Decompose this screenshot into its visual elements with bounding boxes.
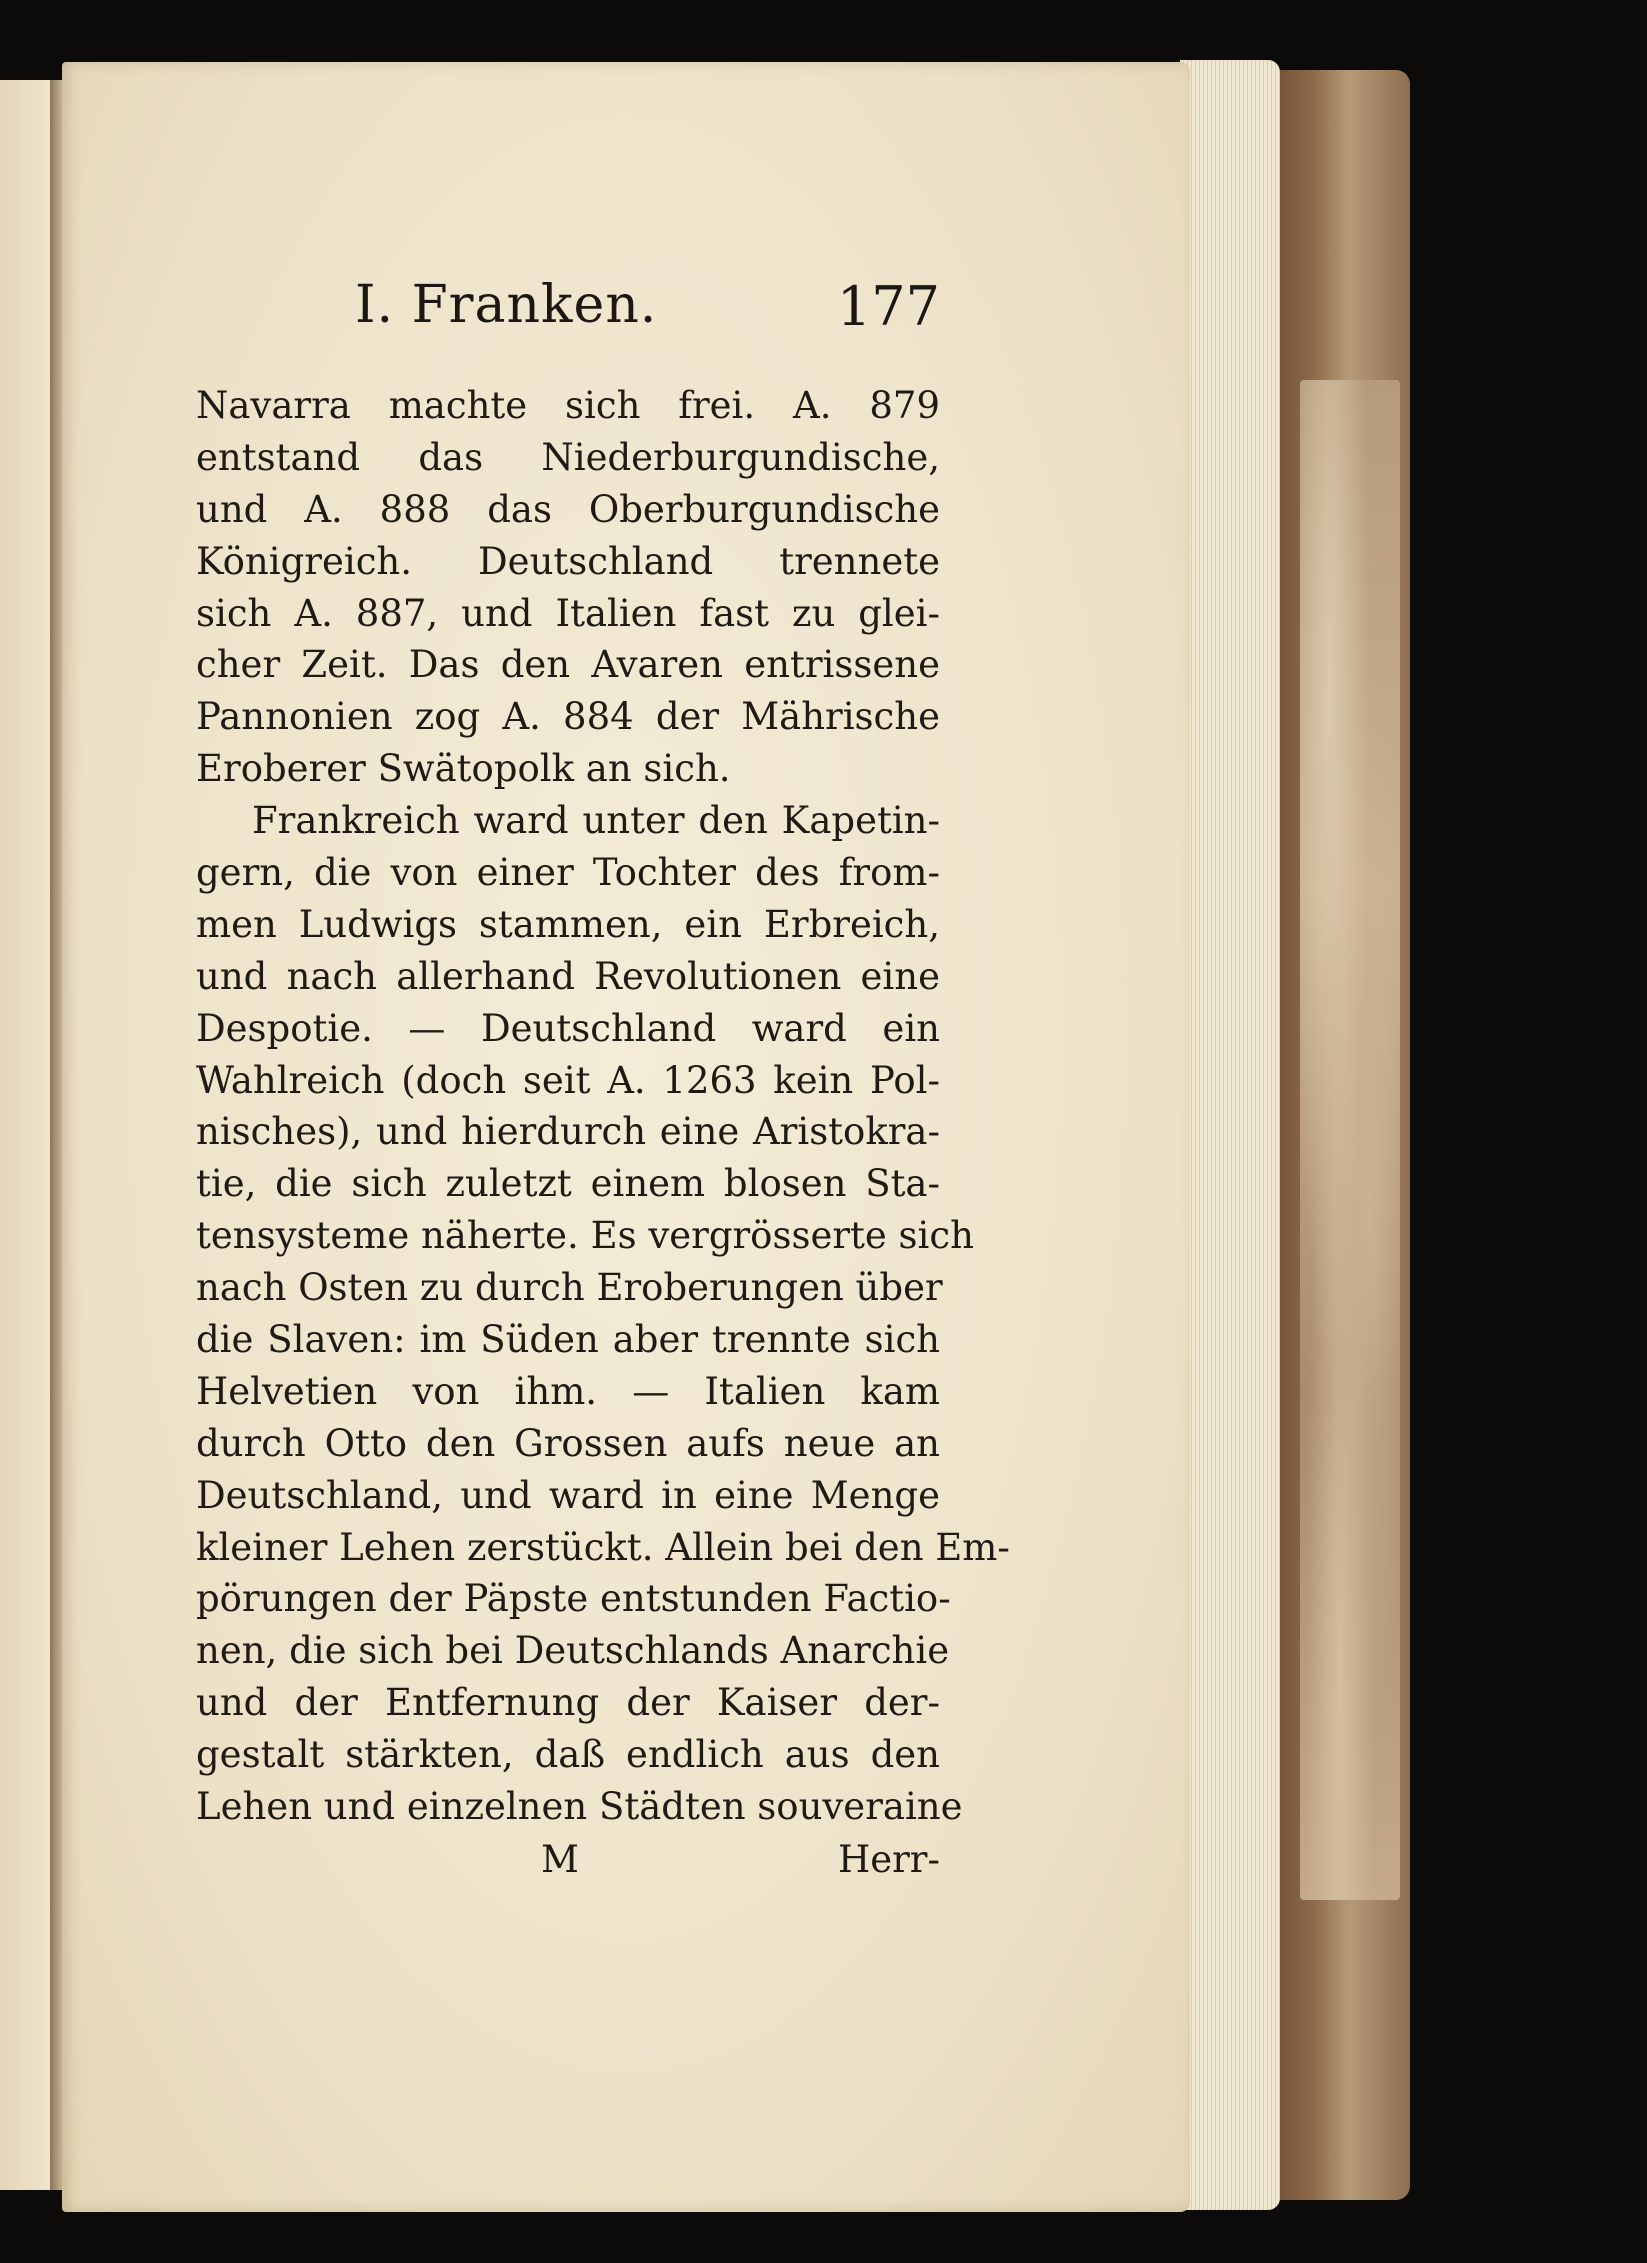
text-line: Wahlreich (doch seit A. 1263 kein Pol-	[196, 1058, 940, 1102]
page-number: 177	[836, 275, 940, 338]
text-line: entstand das Niederburgundische,	[196, 435, 940, 479]
text-line: und A. 888 das Oberburgundische	[196, 487, 940, 531]
page-footer	[196, 1838, 940, 1894]
text-line: sich A. 887, und Italien fast zu glei-	[196, 591, 940, 635]
text-line: und nach allerhand Revolutionen eine	[196, 954, 940, 998]
marbled-cover-panel	[1300, 380, 1400, 1900]
catchword: Herr-	[837, 1838, 940, 1881]
text-line: nach Osten zu durch Eroberungen über	[196, 1266, 943, 1310]
running-head	[355, 275, 940, 355]
text-line: die Slaven: im Süden aber trennte sich	[196, 1318, 940, 1362]
body-text	[196, 380, 1010, 1833]
text-line: Königreich. Deutschland trennete	[196, 539, 940, 583]
text-line: Deutschland, und ward in eine Menge	[196, 1473, 940, 1517]
text-line: men Ludwigs stammen, ein Erbreich,	[196, 902, 940, 946]
text-line: Frankreich ward unter den Kapetin-	[252, 799, 940, 843]
text-line: pörungen der Päpste entstunden Factio-	[196, 1577, 951, 1621]
text-line: nisches), und hierdurch eine Aristokra-	[196, 1110, 940, 1154]
text-line: Lehen und einzelnen Städten souveraine	[196, 1785, 963, 1829]
text-line: tensysteme näherte. Es vergrösserte sich	[196, 1214, 974, 1258]
signature-mark: M	[541, 1838, 579, 1881]
text-line: gern, die von einer Tochter des from-	[196, 851, 940, 895]
running-title: I. Franken.	[355, 275, 658, 335]
text-line: gestalt stärkten, daß endlich aus den	[196, 1733, 940, 1777]
text-line: kleiner Lehen zerstückt. Allein bei den Em-	[196, 1525, 1010, 1569]
text-line: cher Zeit. Das den Avaren entrissene	[196, 643, 940, 687]
text-line: und der Entfernung der Kaiser der-	[196, 1681, 940, 1725]
text-line: durch Otto den Grossen aufs neue an	[196, 1421, 940, 1465]
text-line: tie, die sich zuletzt einem blosen Sta-	[196, 1162, 940, 1206]
text-line: Eroberer Swätopolk an sich.	[196, 747, 731, 791]
text-line: Pannonien zog A. 884 der Mährische	[196, 695, 940, 739]
text-line: Despotie. — Deutschland ward ein	[196, 1006, 940, 1050]
text-line: Navarra machte sich frei. A. 879	[196, 384, 940, 427]
page-edges	[1180, 60, 1280, 2210]
text-line: nen, die sich bei Deutschlands Anarchie	[196, 1629, 950, 1673]
text-line: Helvetien von ihm. — Italien kam	[196, 1369, 940, 1413]
